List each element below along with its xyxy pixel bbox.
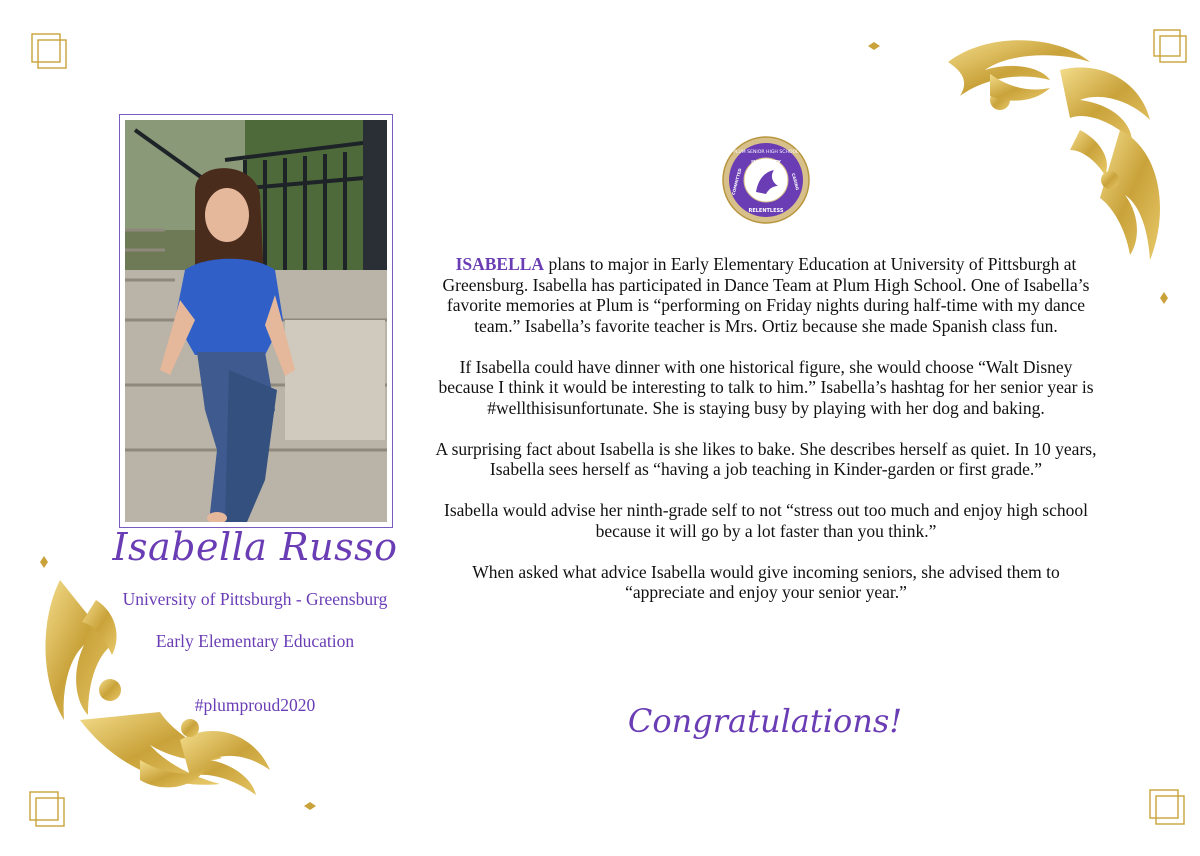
flourish-bottom-left	[45, 580, 270, 795]
flourish-top-right	[948, 40, 1160, 260]
corner-ornament-top-right	[1154, 30, 1186, 62]
bio-paragraph-3: A surprising fact about Isabella is she likes to bake. She describes herself as quiet. In 10 years, Isabella sees herself as “having a job teaching in Kinder-garden or first grade.”	[435, 438, 1097, 479]
class-hashtag: #plumproud2020	[194, 695, 316, 715]
corner-ornament-bottom-left	[30, 792, 64, 826]
seal-left-text: COMMITTED	[730, 167, 743, 196]
school-seal-logo	[722, 136, 810, 224]
biography	[432, 254, 1100, 623]
bio-paragraph-4: Isabella would advise her ninth-grade self to not “stress out too much and enjoy high school because it will go by a lot faster than you think.”	[444, 500, 1088, 541]
seal-bottom-text: RELENTLESS	[748, 208, 784, 214]
student-name: Isabella Russo	[112, 525, 398, 569]
corner-ornament-top-left	[32, 34, 66, 68]
student-college: University of Pittsburgh - Greensburg	[122, 589, 388, 609]
bio-paragraph-2: If Isabella could have dinner with one historical figure, she would choose “Walt Disney because I think it would be interesting to talk to him.” Isabella’s hashtag for her senior year is #wellthisisunfortunate. She is staying busy by playing with her dog and baking.	[438, 356, 1094, 418]
corner-ornament-bottom-right	[1150, 790, 1184, 824]
bio-paragraph-1-text: plans to major in Early Elementary Education at University of Pittsburgh at Greensburg. Isabella has participated in Dance Team at Plum High School. One of Isabella’s favorite memories at Plum is “performing on Friday nights during half-time with my dance team.” Isabella’s favorite teacher is Mrs. Ortiz because she made Spanish class fun.	[442, 254, 1090, 336]
student-major: Early Elementary Education	[155, 631, 355, 651]
student-photo	[125, 120, 387, 522]
seal-right-text: CARING	[790, 172, 801, 191]
bio-paragraph-1	[432, 254, 1100, 336]
bio-paragraph-5: When asked what advice Isabella would give incoming seniors, she advised them to “appreciate and enjoy your senior year.”	[472, 561, 1060, 602]
bio-name-highlight: ISABELLA	[455, 254, 545, 274]
seal-center-text: INTEGRITY	[751, 160, 781, 166]
congratulations-heading: Congratulations!	[627, 702, 903, 740]
seal-top-text: PLUM SENIOR HIGH SCHOOL	[733, 150, 799, 155]
student-photo-frame	[119, 114, 393, 528]
